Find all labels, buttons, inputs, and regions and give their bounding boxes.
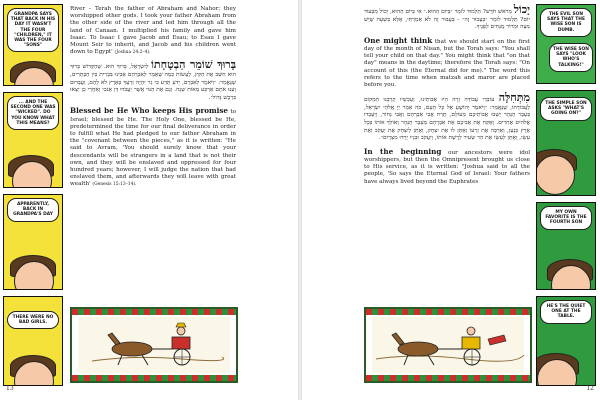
comic-panel — [3, 296, 63, 386]
speech-bubble: MY OWN FAVORITE IS THE FOURTH SON — [540, 206, 592, 230]
page-number: 12 — [586, 385, 594, 392]
speech-bubble: THE EVIL SON SAYS THAT THE WISE SON IS DUMB. — [540, 8, 592, 37]
english-paragraph: In the beginning our ancestors were idol worshippers, but then the Omnipresent brought us close to His service, as it is written: "Joshua said to all the people, 'So says the Eternal God of Israel: Your fathers have always lived beyond the Euphrates — [364, 146, 530, 185]
speech-bubble: THE WISE SON SAYS "LOOK WHO'S TALKING!" — [549, 43, 593, 72]
comic-panel — [3, 4, 63, 86]
comic-panel — [536, 90, 596, 196]
page-number: 13 — [6, 385, 14, 392]
comic-strip — [3, 4, 63, 386]
english-paragraph: One might think that we should start on the first day of the month of Nisan, but the Torah says: "You shall tell your child on that day." You might think that "on that day" means in the daytime; therefore the Torah says: "On account of this (the Eternal did for me)." The word this refers to the time when matzah and maror are placed before you. — [364, 35, 531, 88]
chariot-drawing — [366, 309, 530, 381]
speech-bubble: APPARENTLY, BACK IN GRANDPA'S DAY — [7, 198, 59, 222]
text-column — [364, 3, 531, 186]
comic-strip — [536, 4, 596, 386]
text-column — [70, 6, 236, 189]
comic-panel — [3, 194, 63, 290]
left-page — [0, 0, 298, 400]
speech-bubble: HE'S THE QUIET ONE AT THE TABLE. — [540, 300, 592, 324]
chariot-illustration — [70, 307, 238, 383]
english-paragraph: River – Terah the father of Abraham and Nahor; they worshipped other gods. I took your father Abraham from the other side of the river and led him through all the land of Canaan. I multiplied his family and gave him Isaac. To Isaac I gave Jacob and Esau; to Esau I gave Mount Seir to inherit, and Jacob and his children went down to Egypt' (Joshua 24:2–4). — [70, 6, 236, 56]
character-face — [536, 155, 575, 195]
right-page — [302, 0, 600, 400]
english-paragraph: Blessed be He Who keeps His promise to Israel; blessed be He. The Holy One, blessed be He, predetermined the time for our final deliverance in order to fulfill what He had pledged to our father Abraham in the "covenant between the pieces," as it is written: "He said to Avram, 'You should surely know that your descendants will be strangers in a land that is not their own, and they will be enslaved and oppressed for four hundred years; however, I will judge the nation that had enslaved them, and afterwards they will leave with great wealth' (Genesis 15:13–14). — [70, 106, 237, 188]
speech-bubble: THE SIMPLE SON ASKS "WHAT'S GOING ON?" — [540, 97, 592, 121]
comic-panel — [536, 4, 596, 84]
speech-bubble: THERE WERE NO BAD GIRLS. — [7, 311, 59, 329]
comic-panel — [3, 92, 63, 188]
hebrew-paragraph: בָּרוּךְ שׁוֹמֵר הַבְטָחָתוֹ לְיִשְׂרָאֵל, בָּרוּךְ הוּא. שֶׁהַקָּדוֹשׁ בָּרוּךְ הוּא חִשַּׁב אֶת הַקֵּץ, לַעֲשׂוֹת כְּמָה שֶׁאָמַר לְאַבְרָהָם אָבִינוּ בִּבְרִית בֵּין הַבְּתָרִים, שֶׁנֶּאֱמַר: ״וַיֹּאמֶר לְאַבְרָם, יָדֹעַ תֵּדַע כִּי גֵר יִהְיֶה זַרְעֲךָ בְּאֶרֶץ לֹא לָהֶם, וַעֲבָדוּם וְעִנּוּ אֹתָם אַרְבַּע מֵאוֹת שָׁנָה. וְגַם אֶת הַגּוֹי אֲשֶׁר יַעֲבֹדוּ דָּן אָנֹכִי וְאַחֲרֵי כֵן יֵצְאוּ בִּרְכֻשׁ גָּדוֹל״. — [70, 58, 236, 101]
hebrew-paragraph: יָכוֹל מֵרֹאשׁ חֹדֶשׁ? תַּלְמוּד לוֹמַר ״בַּיּוֹם הַהוּא.״ אִי בַּיּוֹם הַהוּא, יָכוֹל מִבְּעוֹד יוֹם? תַּלְמוּד לוֹמַר ״בַּעֲבוּר זֶה״ - בַּעֲבוּר זֶה לֹא אָמַרְתִּי, אֶלָּא בְּשָׁעָה שֶׁיֵּשׁ מַצָּה וּמָרוֹר מֻנָּחִים לְפָנֶיךָ. — [364, 3, 531, 31]
speech-bubble: GRANDPA SAYS THAT BACK IN HIS DAY IT WASN'T THE FOUR "CHILDREN," IT WAS THE FOUR "SONS" — [7, 8, 59, 52]
chariot-drawing — [72, 309, 236, 381]
speech-bubble: ... AND THE SECOND ONE WAS "WICKED". DO YOU KNOW WHAT THIS MEANS? — [7, 96, 59, 130]
comic-panel — [536, 202, 596, 290]
chariot-illustration — [364, 307, 532, 383]
comic-panel — [536, 296, 596, 386]
hebrew-paragraph: מִתְּחִלָּה עוֹבְדֵי עֲבוֹדָה זָרָה הָיוּ אֲבוֹתֵינוּ, וְעַכְשָׁיו קֵרְבָנוּ הַמָּקוֹם לַעֲבוֹדָתוֹ, שֶׁנֶּאֱמַר: ״וַיֹּאמֶר יְהוֹשֻׁעַ אֶל כָּל הָעָם, כֹּה אָמַר יְיָ אֱלֹהֵי יִשְׂרָאֵל, בְּעֵבֶר הַנָּהָר יָשְׁבוּ אֲבוֹתֵיכֶם מֵעוֹלָם, תֶּרַח אֲבִי אַבְרָהָם וַאֲבִי נָחוֹר, וַיַּעַבְדוּ אֱלֹהִים אֲחֵרִים. וָאֶקַּח אֶת אֲבִיכֶם אֶת אַבְרָהָם מֵעֵבֶר הַנָּהָר וָאוֹלֵךְ אוֹתוֹ בְּכָל אֶרֶץ כְּנָעַן, וָאַרְבֶּה אֶת זַרְעוֹ וָאֶתֵּן לוֹ אֶת יִצְחָק, וָאֶתֵּן לְיִצְחָק אֶת יַעֲקֹב וְאֶת עֵשָׂו, וָאֶתֵּן לְעֵשָׂו אֶת הַר שֵׂעִיר לָרֶשֶׁת אוֹתוֹ, וְיַעֲקֹב וּבָנָיו יָרְדוּ מִצְרָיִם״. — [364, 91, 530, 142]
